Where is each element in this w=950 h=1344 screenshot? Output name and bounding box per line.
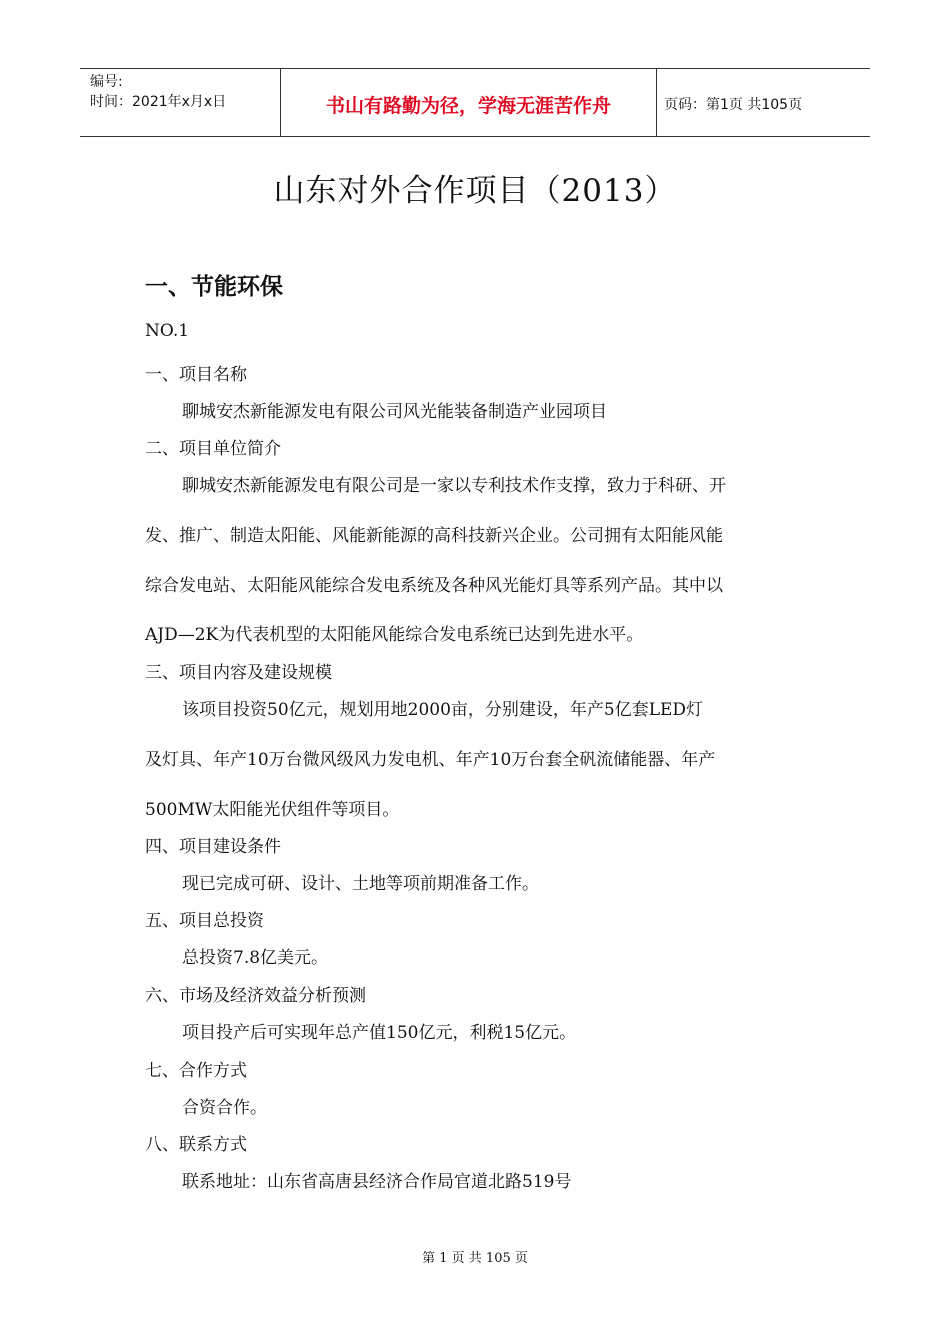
item-line: 总投资7.8亿美元。 <box>182 948 329 968</box>
item-heading: 七、合作方式 <box>145 1061 247 1081</box>
item-heading: 三、项目内容及建设规模 <box>145 663 332 683</box>
header-motto-cell <box>280 69 657 136</box>
document-time-label: 时间：2021年x月x日 <box>90 94 227 110</box>
header-page-info: 页码：第1页 共105页 <box>664 97 803 113</box>
item-line: 该项目投资50亿元，规划用地2000亩，分别建设，年产5亿套LED灯 <box>182 700 704 720</box>
item-heading: 一、项目名称 <box>145 365 247 385</box>
item-heading: 四、项目建设条件 <box>145 837 281 857</box>
item-line: 现已完成可研、设计、土地等项前期准备工作。 <box>182 874 539 894</box>
item-line: 综合发电站、太阳能风能综合发电系统及各种风光能灯具等系列产品。其中以 <box>145 576 723 596</box>
document-number-label: 编号: <box>90 74 123 90</box>
header-page-cell <box>656 69 870 136</box>
item-line: AJD—2K为代表机型的太阳能风能综合发电系统已达到先进水平。 <box>145 625 644 645</box>
header-motto: 书山有路勤为径，学海无涯苦作舟 <box>325 95 611 117</box>
document-title: 山东对外合作项目（2013） <box>273 173 677 209</box>
page-header-table <box>80 68 870 137</box>
item-line: 合资合作。 <box>182 1098 267 1118</box>
item-line: 500MW太阳能光伏组件等项目。 <box>145 800 400 820</box>
item-line: 联系地址：山东省高唐县经济合作局官道北路519号 <box>182 1172 572 1192</box>
item-line: 聊城安杰新能源发电有限公司是一家以专利技术作支撑，致力于科研、开 <box>182 476 726 496</box>
section-heading: 一、节能环保 <box>145 274 283 300</box>
item-heading: 五、项目总投资 <box>145 911 264 931</box>
project-number: NO.1 <box>145 321 190 341</box>
item-line: 发、推广、制造太阳能、风能新能源的高科技新兴企业。公司拥有太阳能风能 <box>145 526 723 546</box>
header-meta-cell <box>80 69 280 136</box>
item-heading: 八、联系方式 <box>145 1135 247 1155</box>
item-heading: 六、市场及经济效益分析预测 <box>145 986 366 1006</box>
item-line: 项目投产后可实现年总产值150亿元，利税15亿元。 <box>182 1023 577 1043</box>
item-heading: 二、项目单位简介 <box>145 439 281 459</box>
page-footer: 第 1 页 共 105 页 <box>422 1251 528 1266</box>
item-line: 及灯具、年产10万台微风级风力发电机、年产10万台套全矾流储能器、年产 <box>145 750 716 770</box>
item-line: 聊城安杰新能源发电有限公司风光能装备制造产业园项目 <box>182 402 607 422</box>
